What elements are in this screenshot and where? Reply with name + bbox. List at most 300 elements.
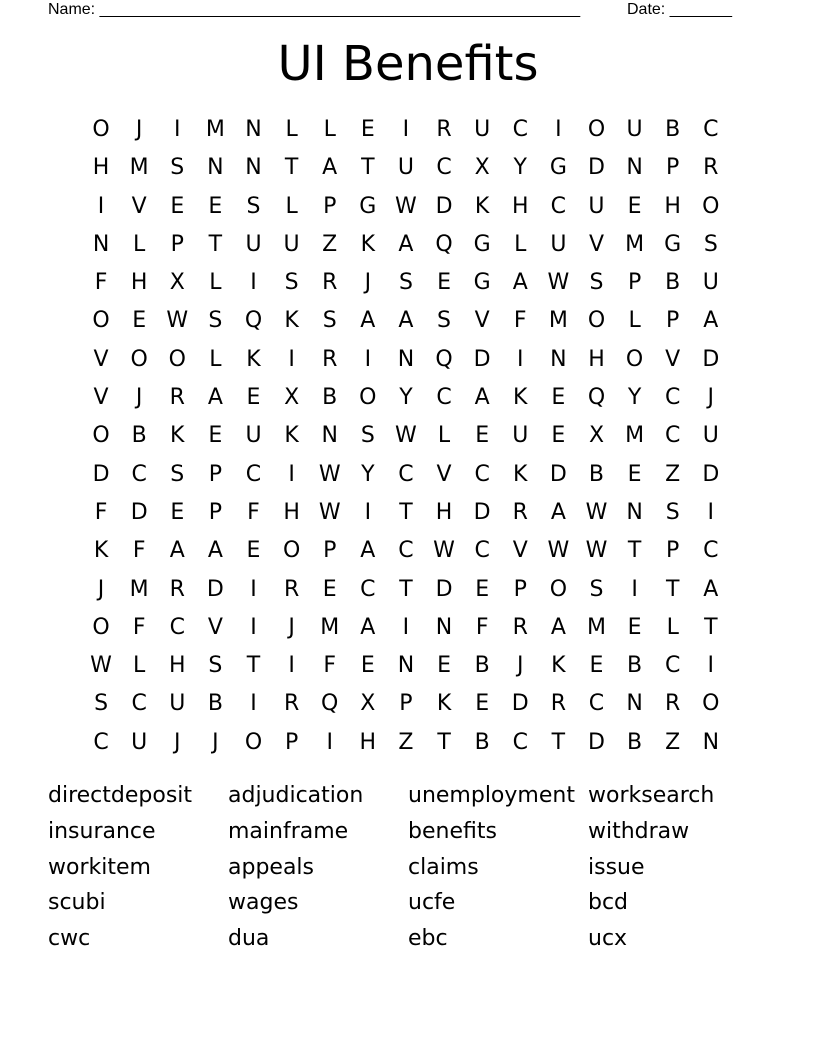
grid-cell: R <box>169 576 185 602</box>
grid-cell: M <box>625 423 645 449</box>
grid-cell: S <box>589 270 604 296</box>
word-list-item: withdraw <box>588 818 690 844</box>
grid-cell: E <box>627 193 642 219</box>
grid-cell: M <box>586 614 606 640</box>
grid-cell: O <box>244 729 263 755</box>
grid-cell: I <box>555 117 562 142</box>
word-list-item: claims <box>408 854 479 880</box>
grid-cell: J <box>135 117 143 142</box>
grid-cell: W <box>318 461 341 487</box>
grid-cell: D <box>435 576 453 602</box>
grid-cell: L <box>209 346 222 372</box>
grid-cell: G <box>359 193 377 219</box>
grid-cell: B <box>131 423 147 449</box>
grid-cell: O <box>282 538 301 564</box>
grid-cell: A <box>550 499 566 525</box>
grid-cell: P <box>170 231 184 257</box>
grid-cell: B <box>627 653 643 679</box>
grid-cell: V <box>131 193 147 219</box>
grid-cell: V <box>436 461 452 487</box>
word-list-item: appeals <box>228 854 315 880</box>
grid-cell: C <box>93 729 109 755</box>
grid-cell: A <box>398 231 414 257</box>
grid-cell: D <box>130 499 148 525</box>
grid-cell: R <box>169 385 185 411</box>
grid-cell: W <box>585 499 608 525</box>
grid-cell: C <box>512 117 528 142</box>
grid-cell: S <box>170 461 185 487</box>
grid-cell: F <box>247 499 260 525</box>
grid-cell: L <box>666 614 679 640</box>
grid-cell: W <box>547 270 570 296</box>
grid-cell: T <box>284 155 299 181</box>
grid-cell: J <box>707 385 715 411</box>
grid-cell: H <box>359 729 377 755</box>
grid-cell: S <box>170 155 185 181</box>
grid-cell: D <box>588 729 605 755</box>
grid-cell: T <box>627 538 642 564</box>
grid-cell: T <box>246 653 261 679</box>
grid-cell: Y <box>361 461 375 487</box>
grid-cell: S <box>208 308 223 334</box>
grid-cell: T <box>704 614 718 640</box>
grid-cell: O <box>130 346 148 372</box>
word-list <box>48 778 788 957</box>
grid-cell: P <box>666 155 680 181</box>
grid-cell: V <box>512 538 528 564</box>
grid-cell: H <box>130 270 148 296</box>
grid-cell: W <box>585 538 608 564</box>
grid-cell: M <box>548 308 568 334</box>
grid-cell: N <box>245 155 262 181</box>
page-title: UI Benefits <box>277 36 539 92</box>
grid-cell: U <box>626 117 643 142</box>
grid-cell: C <box>665 385 681 411</box>
grid-cell: A <box>169 538 185 564</box>
grid-cell: P <box>323 193 337 219</box>
grid-row <box>82 226 730 264</box>
grid-cell: I <box>631 576 638 602</box>
grid-cell: B <box>665 270 681 296</box>
word-list-item: wages <box>228 890 299 916</box>
grid-cell: N <box>435 614 453 640</box>
grid-cell: K <box>170 423 185 449</box>
grid-cell: I <box>288 461 295 487</box>
grid-cell: C <box>360 576 376 602</box>
grid-cell: C <box>703 538 719 564</box>
grid-cell: Z <box>665 729 681 755</box>
grid-cell: P <box>666 538 680 564</box>
grid-cell: K <box>246 346 261 372</box>
grid-cell: H <box>588 346 605 372</box>
grid-cell: O <box>92 614 110 640</box>
grid-cell: A <box>322 155 338 181</box>
grid-cell: E <box>360 117 375 142</box>
grid-cell: O <box>92 423 110 449</box>
grid-cell: G <box>664 231 682 257</box>
grid-row <box>82 724 730 762</box>
grid-cell: Q <box>244 308 263 334</box>
grid-cell: W <box>166 308 189 334</box>
grid-cell: C <box>512 729 528 755</box>
grid-cell: D <box>473 346 491 372</box>
grid-cell: A <box>360 614 376 640</box>
grid-cell: P <box>208 499 223 525</box>
grid-cell: L <box>285 193 298 219</box>
word-list-item: benefits <box>408 818 497 844</box>
grid-row <box>82 341 730 379</box>
grid-cell: W <box>433 538 455 564</box>
grid-cell: Z <box>322 231 338 257</box>
grid-cell: U <box>245 231 262 257</box>
grid-cell: U <box>131 729 148 755</box>
grid-cell: C <box>588 691 605 717</box>
grid-row <box>82 149 730 187</box>
grid-cell: L <box>628 308 641 334</box>
grid-cell: M <box>205 117 225 142</box>
grid-cell: J <box>174 729 181 755</box>
grid-cell: C <box>474 461 490 487</box>
grid-cell: F <box>132 614 146 640</box>
grid-cell: I <box>250 270 257 296</box>
grid-cell: A <box>360 308 376 334</box>
grid-cell: V <box>93 385 109 411</box>
grid-cell: E <box>360 653 375 679</box>
grid-cell: D <box>473 499 491 525</box>
grid-row <box>82 111 730 149</box>
grid-cell: U <box>702 423 719 449</box>
grid-cell: I <box>517 346 524 372</box>
grid-cell: U <box>397 155 414 181</box>
grid-cell: X <box>169 270 185 296</box>
grid-cell: W <box>318 499 341 525</box>
grid-cell: P <box>399 691 413 717</box>
grid-cell: K <box>93 538 109 564</box>
grid-cell: I <box>250 576 257 602</box>
grid-cell: T <box>665 576 680 602</box>
grid-cell: F <box>475 614 489 640</box>
grid-cell: F <box>513 308 527 334</box>
grid-cell: K <box>513 385 528 411</box>
grid-cell: J <box>288 614 295 640</box>
grid-cell: T <box>208 231 223 257</box>
grid-cell: Q <box>321 691 339 717</box>
grid-cell: E <box>322 576 337 602</box>
grid-cell: O <box>702 691 720 717</box>
grid-cell: E <box>551 385 566 411</box>
grid-cell: R <box>436 117 452 142</box>
word-list-item: issue <box>588 854 645 880</box>
grid-cell: R <box>322 270 338 296</box>
grid-cell: R <box>283 691 300 717</box>
word-list-item: bcd <box>588 890 629 916</box>
grid-row <box>82 685 730 723</box>
header <box>48 0 748 20</box>
grid-cell: Q <box>435 346 453 372</box>
grid-cell: L <box>133 231 146 257</box>
grid-cell: N <box>626 499 643 525</box>
grid-cell: U <box>550 231 567 257</box>
grid-cell: B <box>207 691 223 717</box>
grid-cell: O <box>549 576 568 602</box>
grid-row <box>82 494 730 532</box>
grid-cell: D <box>588 155 605 181</box>
grid-cell: S <box>322 308 337 334</box>
grid-cell: S <box>703 231 718 257</box>
grid-cell: U <box>474 117 491 142</box>
grid-cell: Z <box>398 729 414 755</box>
grid-cell: E <box>627 461 642 487</box>
grid-cell: S <box>284 270 299 296</box>
word-list-item: worksearch <box>588 783 715 808</box>
grid-cell: I <box>288 653 295 679</box>
grid-cell: D <box>549 461 567 487</box>
grid-cell: E <box>170 499 185 525</box>
grid-cell: A <box>512 270 528 296</box>
grid-row <box>82 456 730 494</box>
grid-cell: G <box>549 155 567 181</box>
grid-cell: C <box>474 538 490 564</box>
grid-cell: E <box>208 193 223 219</box>
grid-cell: B <box>474 653 490 679</box>
grid-cell: N <box>321 423 338 449</box>
grid-cell: Y <box>399 385 413 411</box>
grid-cell: J <box>517 653 524 679</box>
grid-cell: T <box>551 729 566 755</box>
grid-cell: J <box>212 729 219 755</box>
word-list-item: dua <box>228 926 270 952</box>
grid-cell: P <box>666 308 680 334</box>
grid-cell: X <box>588 423 605 449</box>
grid-cell: P <box>627 270 642 296</box>
word-list-item: workitem <box>48 854 151 880</box>
grid-cell: H <box>435 499 453 525</box>
word-list-item: ucx <box>588 926 628 952</box>
grid-cell: I <box>174 117 181 142</box>
grid-cell: J <box>135 385 143 411</box>
grid-cell: N <box>626 155 643 181</box>
grid-cell: A <box>207 538 223 564</box>
grid-cell: C <box>550 193 567 219</box>
grid-cell: A <box>703 576 719 602</box>
grid-cell: I <box>707 653 715 679</box>
grid-cell: U <box>169 691 186 717</box>
grid-cell: H <box>283 499 300 525</box>
grid-cell: S <box>360 423 375 449</box>
grid-cell: G <box>473 231 491 257</box>
grid-cell: C <box>436 385 452 411</box>
grid-cell: O <box>168 346 186 372</box>
letter-grid <box>82 111 730 762</box>
grid-cell: V <box>474 308 490 334</box>
grid-cell: C <box>436 155 452 181</box>
grid-cell: R <box>703 155 719 181</box>
grid-row <box>82 609 730 647</box>
grid-row <box>82 532 730 570</box>
grid-row <box>82 188 730 226</box>
grid-cell: W <box>90 653 112 679</box>
grid-cell: L <box>209 270 222 296</box>
grid-cell: W <box>395 423 417 449</box>
grid-cell: S <box>589 576 604 602</box>
grid-cell: P <box>284 729 299 755</box>
grid-cell: O <box>359 385 377 411</box>
grid-cell: A <box>474 385 490 411</box>
grid-cell: C <box>398 461 414 487</box>
grid-cell: P <box>323 538 337 564</box>
grid-cell: F <box>132 538 146 564</box>
grid-cell: R <box>665 691 681 717</box>
grid-cell: T <box>399 499 413 525</box>
grid-cell: N <box>207 155 224 181</box>
grid-cell: F <box>94 270 108 296</box>
grid-cell: R <box>550 691 567 717</box>
grid-cell: S <box>437 308 452 334</box>
word-list-item: mainframe <box>228 818 349 844</box>
grid-cell: L <box>437 423 451 449</box>
grid-cell: D <box>511 691 529 717</box>
grid-cell: G <box>473 270 491 296</box>
grid-cell: B <box>588 461 605 487</box>
grid-cell: E <box>208 423 223 449</box>
grid-cell: C <box>245 461 262 487</box>
grid-cell: E <box>475 691 490 717</box>
grid-cell: I <box>364 499 372 525</box>
grid-row <box>82 302 730 340</box>
grid-cell: K <box>360 231 376 257</box>
grid-cell: K <box>474 193 490 219</box>
grid-cell: V <box>665 346 681 372</box>
grid-cell: L <box>514 231 527 257</box>
grid-cell: D <box>435 193 453 219</box>
grid-cell: E <box>475 576 490 602</box>
date-field-label: Date: _______ <box>627 1 732 18</box>
grid-cell: I <box>97 193 105 219</box>
grid-cell: H <box>169 653 186 679</box>
grid-cell: E <box>627 614 642 640</box>
grid-cell: E <box>132 308 147 334</box>
grid-cell: F <box>94 499 108 525</box>
grid-cell: D <box>206 576 224 602</box>
grid-cell: Q <box>435 231 453 257</box>
grid-cell: U <box>245 423 262 449</box>
grid-cell: Y <box>513 155 527 181</box>
grid-cell: M <box>625 231 645 257</box>
grid-row <box>82 571 730 609</box>
grid-cell: A <box>207 385 223 411</box>
grid-cell: E <box>170 193 185 219</box>
grid-cell: W <box>395 193 417 219</box>
grid-cell: I <box>288 346 295 372</box>
grid-cell: T <box>399 576 413 602</box>
grid-cell: L <box>285 117 298 142</box>
grid-cell: M <box>320 614 340 640</box>
grid-cell: D <box>92 461 110 487</box>
grid-cell: K <box>284 308 299 334</box>
name-field-label: Name: ______________________________________________________ <box>48 1 581 18</box>
grid-cell: J <box>97 576 105 602</box>
grid-cell: T <box>437 729 451 755</box>
grid-cell: C <box>131 691 147 717</box>
grid-cell: K <box>284 423 299 449</box>
grid-cell: E <box>475 423 490 449</box>
word-list-item: adjudication <box>228 783 364 808</box>
word-list-item: scubi <box>48 890 106 916</box>
grid-cell: C <box>398 538 414 564</box>
word-list-item: ebc <box>408 926 448 952</box>
grid-cell: S <box>94 691 109 717</box>
grid-cell: E <box>437 653 451 679</box>
grid-cell: U <box>283 231 300 257</box>
grid-cell: Q <box>587 385 606 411</box>
grid-row <box>82 264 730 302</box>
grid-cell: N <box>397 653 415 679</box>
grid-cell: A <box>703 308 719 334</box>
grid-cell: H <box>92 155 110 181</box>
grid-cell: I <box>402 117 410 142</box>
grid-row <box>82 647 730 685</box>
grid-cell: N <box>92 231 110 257</box>
grid-cell: O <box>587 117 606 142</box>
grid-cell: I <box>364 346 372 372</box>
grid-cell: K <box>436 691 452 717</box>
grid-cell: O <box>625 346 644 372</box>
grid-cell: U <box>588 193 605 219</box>
grid-cell: R <box>283 576 300 602</box>
grid-cell: J <box>364 270 372 296</box>
grid-cell: X <box>474 155 490 181</box>
grid-cell: O <box>587 308 606 334</box>
grid-cell: A <box>398 308 414 334</box>
grid-cell: C <box>703 117 719 142</box>
grid-cell: N <box>702 729 720 755</box>
grid-cell: C <box>131 461 147 487</box>
grid-cell: K <box>513 461 528 487</box>
grid-cell: S <box>665 499 680 525</box>
grid-cell: A <box>550 614 566 640</box>
grid-cell: K <box>551 653 566 679</box>
word-list-item: insurance <box>48 818 156 844</box>
grid-cell: B <box>322 385 338 411</box>
grid-row <box>82 417 730 455</box>
grid-cell: I <box>402 614 410 640</box>
grid-cell: M <box>129 155 149 181</box>
grid-cell: S <box>398 270 413 296</box>
grid-cell: E <box>589 653 604 679</box>
grid-cell: E <box>437 270 451 296</box>
grid-cell: N <box>245 117 262 142</box>
grid-cell: E <box>246 385 261 411</box>
grid-cell: C <box>169 614 185 640</box>
grid-cell: V <box>207 614 223 640</box>
grid-cell: H <box>664 193 681 219</box>
grid-cell: R <box>512 499 528 525</box>
grid-cell: V <box>93 346 109 372</box>
grid-cell: R <box>512 614 528 640</box>
grid-cell: D <box>702 461 720 487</box>
grid-cell: L <box>133 653 146 679</box>
grid-cell: B <box>474 729 490 755</box>
grid-cell: I <box>250 614 257 640</box>
grid-cell: I <box>250 691 257 717</box>
grid-cell: U <box>512 423 529 449</box>
grid-cell: I <box>707 499 715 525</box>
grid-cell: N <box>626 691 643 717</box>
grid-cell: Z <box>665 461 681 487</box>
grid-cell: H <box>511 193 529 219</box>
grid-row <box>82 379 730 417</box>
grid-cell: T <box>361 155 375 181</box>
